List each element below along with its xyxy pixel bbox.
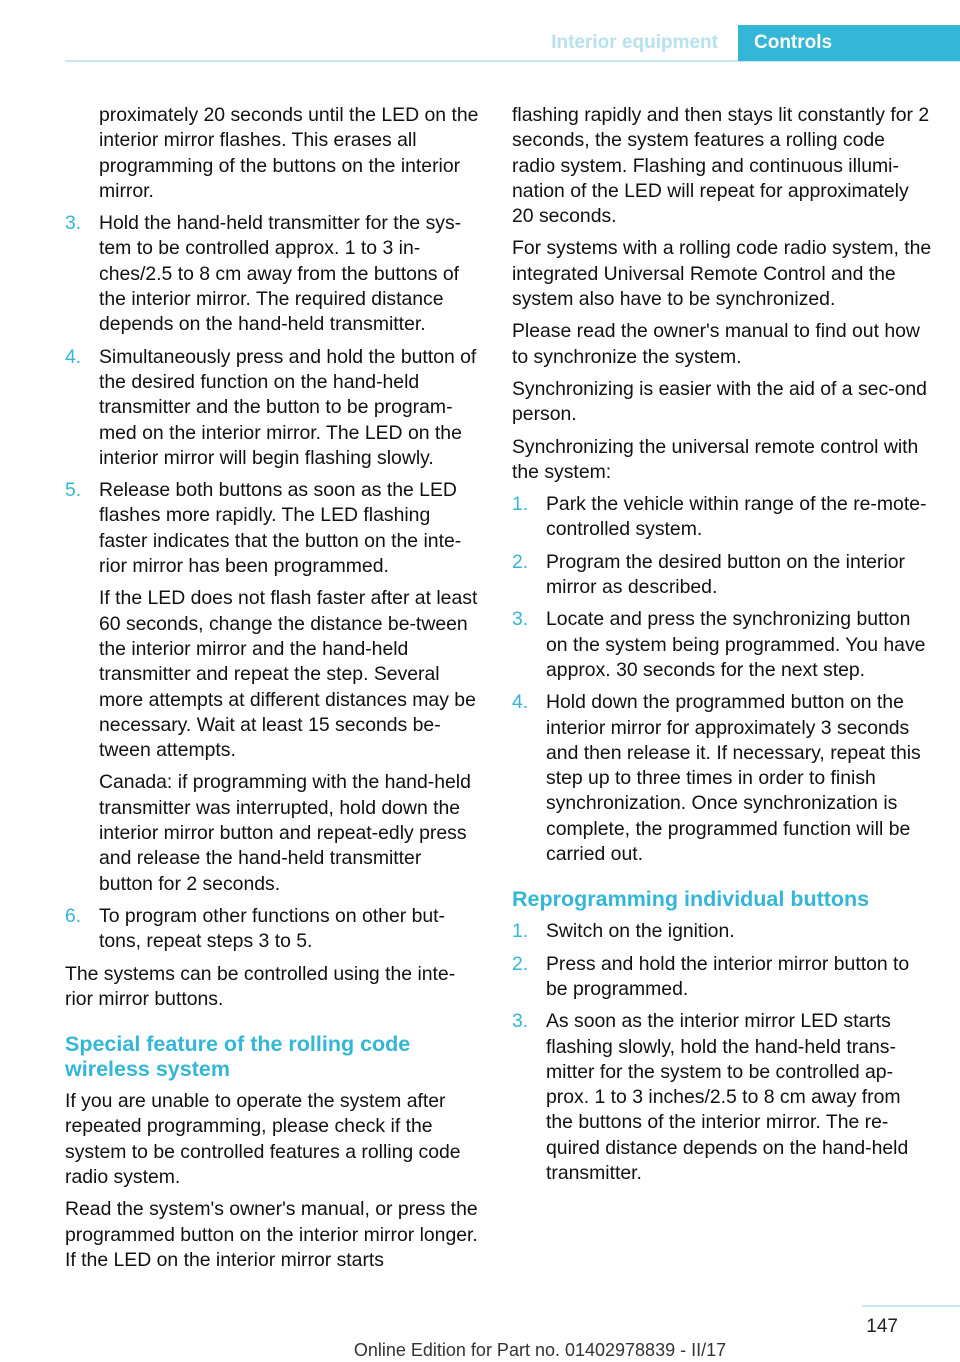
left-column	[65, 103, 480, 1280]
step-text: Simultaneously press and hold the button of the desired function on the hand-held transmitter and the button to be program-med on the interior mirror. The LED on the interior mirror will begin flashing slowly.	[99, 345, 477, 469]
right-column	[512, 103, 932, 1193]
list-item	[512, 952, 932, 1003]
step-text: Press and hold the interior mirror button to be programmed.	[546, 952, 910, 1000]
list-item	[512, 492, 932, 543]
page-number: 147	[866, 1316, 898, 1337]
list-item	[65, 904, 480, 955]
step-number: 5.	[65, 479, 82, 502]
edition-footer: Online Edition for Part no. 01402978839 - II/17	[353, 1340, 727, 1360]
sync-steps	[512, 492, 932, 867]
step-text: Switch on the ignition.	[546, 920, 735, 943]
step-number: 3.	[512, 608, 529, 631]
list-item	[512, 1009, 932, 1186]
step-text: Hold the hand-held transmitter for the sys-tem to be controlled approx. 1 to 3 in-ches/2.5 to 8 cm away from the buttons of the interior mirror. The required distance depends on the hand-held transmitter.	[99, 212, 462, 336]
body-paragraph: Synchronizing the universal remote control with the system:	[512, 435, 919, 483]
body-paragraph: flashing rapidly and then stays lit constantly for 2 seconds, the system features a rolling code radio system. Flashing and continuous illumi-nation of the LED will repeat for approximately 20 seconds.	[512, 104, 930, 228]
footer-rule	[862, 1305, 960, 1307]
step-text: To program other functions on other but-tons, repeat steps 3 to 5.	[99, 904, 445, 953]
list-item	[65, 345, 480, 471]
step-number: 2.	[512, 952, 529, 975]
reprogramming-steps	[512, 919, 932, 1186]
step-number: 1.	[512, 920, 529, 943]
body-paragraph: Synchronizing is easier with the aid of a sec-ond person.	[512, 377, 927, 426]
step-text: Program the desired button on the interior mirror as described.	[546, 550, 905, 599]
list-item	[65, 211, 480, 337]
step-number: 4.	[65, 345, 82, 368]
body-paragraph: Please read the owner's manual to find out how to synchronize the system.	[512, 320, 920, 368]
intro-paragraph: proximately 20 seconds until the LED on the interior mirror flashes. This erases all programming of the buttons on the interior mirror.	[99, 104, 479, 202]
header-chapter-tab: Controls	[738, 25, 960, 61]
section-heading: Reprogramming individual buttons	[512, 887, 870, 912]
section-heading: Special feature of the rolling code wireless system	[65, 1032, 411, 1082]
step-number: 1.	[512, 493, 529, 516]
list-item	[65, 478, 480, 897]
header-section-title: Interior equipment	[551, 32, 718, 53]
list-item	[512, 607, 932, 683]
body-paragraph: If you are unable to operate the system after repeated programming, please check if the system to be controlled features a rolling code radio system.	[65, 1090, 461, 1188]
step-note-canada: Canada: if programming with the hand-held transmitter was interrupted, hold down the interior mirror button and repeat-edly press and release the hand-held transmitter button for 2 seconds.	[99, 771, 471, 895]
body-paragraph: Read the system's owner's manual, or press the programmed button on the interior mirror longer. If the LED on the interior mirror starts	[65, 1198, 478, 1271]
programming-steps	[65, 211, 480, 954]
step-text: Locate and press the synchronizing button on the system being programmed. You have approx. 30 seconds for the next step.	[546, 608, 926, 681]
body-paragraph: For systems with a rolling code radio system, the integrated Universal Remote Control and the system also have to be synchronized.	[512, 237, 932, 311]
step-number: 2.	[512, 550, 529, 573]
list-item	[512, 919, 932, 944]
step-number: 3.	[65, 212, 82, 235]
step-note: If the LED does not flash faster after at least 60 seconds, change the distance be-tween the interior mirror and the hand-held transmitter and repeat the step. Several more attempts at different distances may be necessary. Wait at least 15 seconds be-tween attempts.	[99, 587, 478, 762]
step-text: Hold down the programmed button on the interior mirror for approximately 3 seconds and then release it. If necessary, repeat this step up to three times in order to finish synchronization. Once synchronization is complete, the programmed function will be carried out.	[546, 691, 921, 866]
step-text: Park the vehicle within range of the re-mote-controlled system.	[546, 493, 927, 541]
list-item	[512, 550, 932, 601]
step-number: 4.	[512, 691, 529, 714]
step-text: As soon as the interior mirror LED starts flashing slowly, hold the hand-held trans-mitter for the system to be controlled ap-prox. 1 to 3 inches/2.5 to 8 cm away from the buttons of the interior mirror. The re-quired distance depends on the hand-held transmitter.	[546, 1010, 909, 1184]
list-item	[512, 690, 932, 867]
step-number: 6.	[65, 904, 82, 927]
step-text: Release both buttons as soon as the LED flashes more rapidly. The LED flashing faster indicates that the button on the inte-rior mirror has been programmed.	[99, 479, 462, 578]
body-paragraph: The systems can be controlled using the inte-rior mirror buttons.	[65, 962, 456, 1010]
step-number: 3.	[512, 1010, 529, 1033]
